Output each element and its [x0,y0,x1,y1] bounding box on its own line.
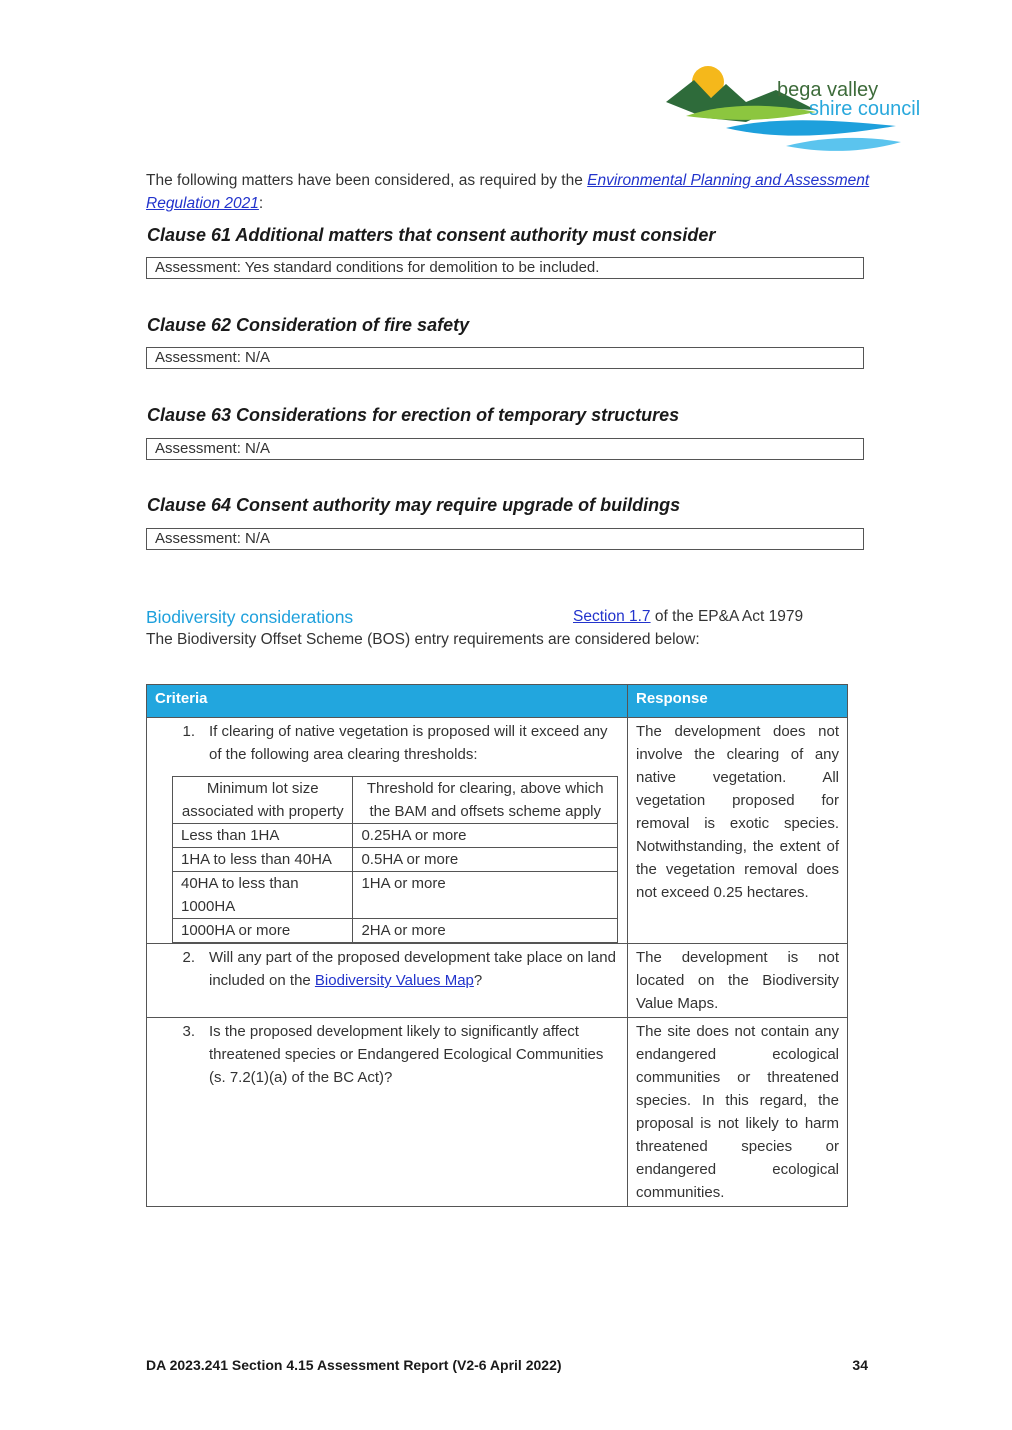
threshold-lot: 1000HA or more [173,919,353,943]
threshold-row [173,848,618,872]
section-link[interactable]: Section 1.7 [573,608,651,625]
page-number: 34 [852,1357,868,1373]
clause-63-assessment: Assessment: N/A [146,438,864,460]
logo-line1: bega valley [777,79,879,101]
clause-61-assessment: Assessment: Yes standard conditions for demolition to be included. [146,257,864,279]
table-row [147,1018,848,1207]
logo-line2: shire council [809,98,921,120]
biodiversity-reference: Section 1.7 of the EP&A Act 1979 [573,608,804,625]
criteria-header: Criteria [147,685,628,718]
threshold-header-clearing: Threshold for clearing, above which the BAM and offsets scheme apply [353,777,618,824]
threshold-value: 1HA or more [353,872,618,919]
threshold-lot: Less than 1HA [173,824,353,848]
threshold-header-lot: Minimum lot size associated with property [173,777,353,824]
threshold-table [172,776,618,943]
clause-62-assessment: Assessment: N/A [146,347,864,369]
table-row [147,718,848,944]
threshold-row [173,919,618,943]
threshold-value: 2HA or more [353,919,618,943]
page-footer [146,1357,868,1373]
biodiversity-map-link[interactable]: Biodiversity Values Map [314,972,474,989]
regulation-link[interactable]: Environmental Planning and Assessment Regulation 2021 [146,172,870,212]
response-header: Response [628,685,848,718]
biodiversity-heading: Biodiversity considerations [146,607,354,627]
criteria-text: If clearing of native vegetation is proposed will it exceed any of the following area clearing thresholds: [209,723,608,763]
biodiversity-intro: The Biodiversity Offset Scheme (BOS) entry requirements are considered below: [146,631,700,648]
clause-63-heading: Clause 63 Considerations for erection of temporary structures [147,405,680,425]
footer-title: DA 2023.241 Section 4.15 Assessment Report (V2-6 April 2022) [146,1357,562,1373]
threshold-row [173,872,618,919]
criteria-text: Will any part of the proposed development take place on land included on the Biodiversity Values Map? [209,949,616,989]
item-number: 1. [182,723,195,740]
response-text: The development does not involve the clearing of any native vegetation. All vegetation proposed for removal is exotic species. Notwithstanding, the extent of the vegetation removal does not exceed 0.25 hectares. [628,718,848,944]
response-text: The site does not contain any endangered ecological communities or threatened species. In this regard, the proposal is not likely to harm threatened species or endangered ecological communities. [628,1018,848,1207]
threshold-value: 0.25HA or more [353,824,618,848]
clause-61-heading: Clause 61 Additional matters that consent authority must consider [147,225,716,245]
item-number: 2. [182,949,195,966]
threshold-lot: 40HA to less than 1000HA [173,872,353,919]
response-text: The development is not located on the Biodiversity Value Maps. [628,944,848,1018]
table-row [147,944,848,1018]
criteria-text: Is the proposed development likely to significantly affect threatened species or Endangered Ecological Communities (s. 7.2(1)(a) of the BC Act)? [209,1023,604,1086]
criteria-table [146,684,848,1207]
intro-paragraph: The following matters have been considered, as required by the Environmental Planning and Assessment Regulation 2021: [146,172,870,212]
item-number: 3. [182,1023,195,1040]
threshold-row [173,824,618,848]
threshold-value: 0.5HA or more [353,848,618,872]
clause-64-assessment: Assessment: N/A [146,528,864,550]
threshold-lot: 1HA to less than 40HA [173,848,353,872]
clause-64-heading: Clause 64 Consent authority may require upgrade of buildings [147,495,681,515]
clause-62-heading: Clause 62 Consideration of fire safety [147,315,470,335]
